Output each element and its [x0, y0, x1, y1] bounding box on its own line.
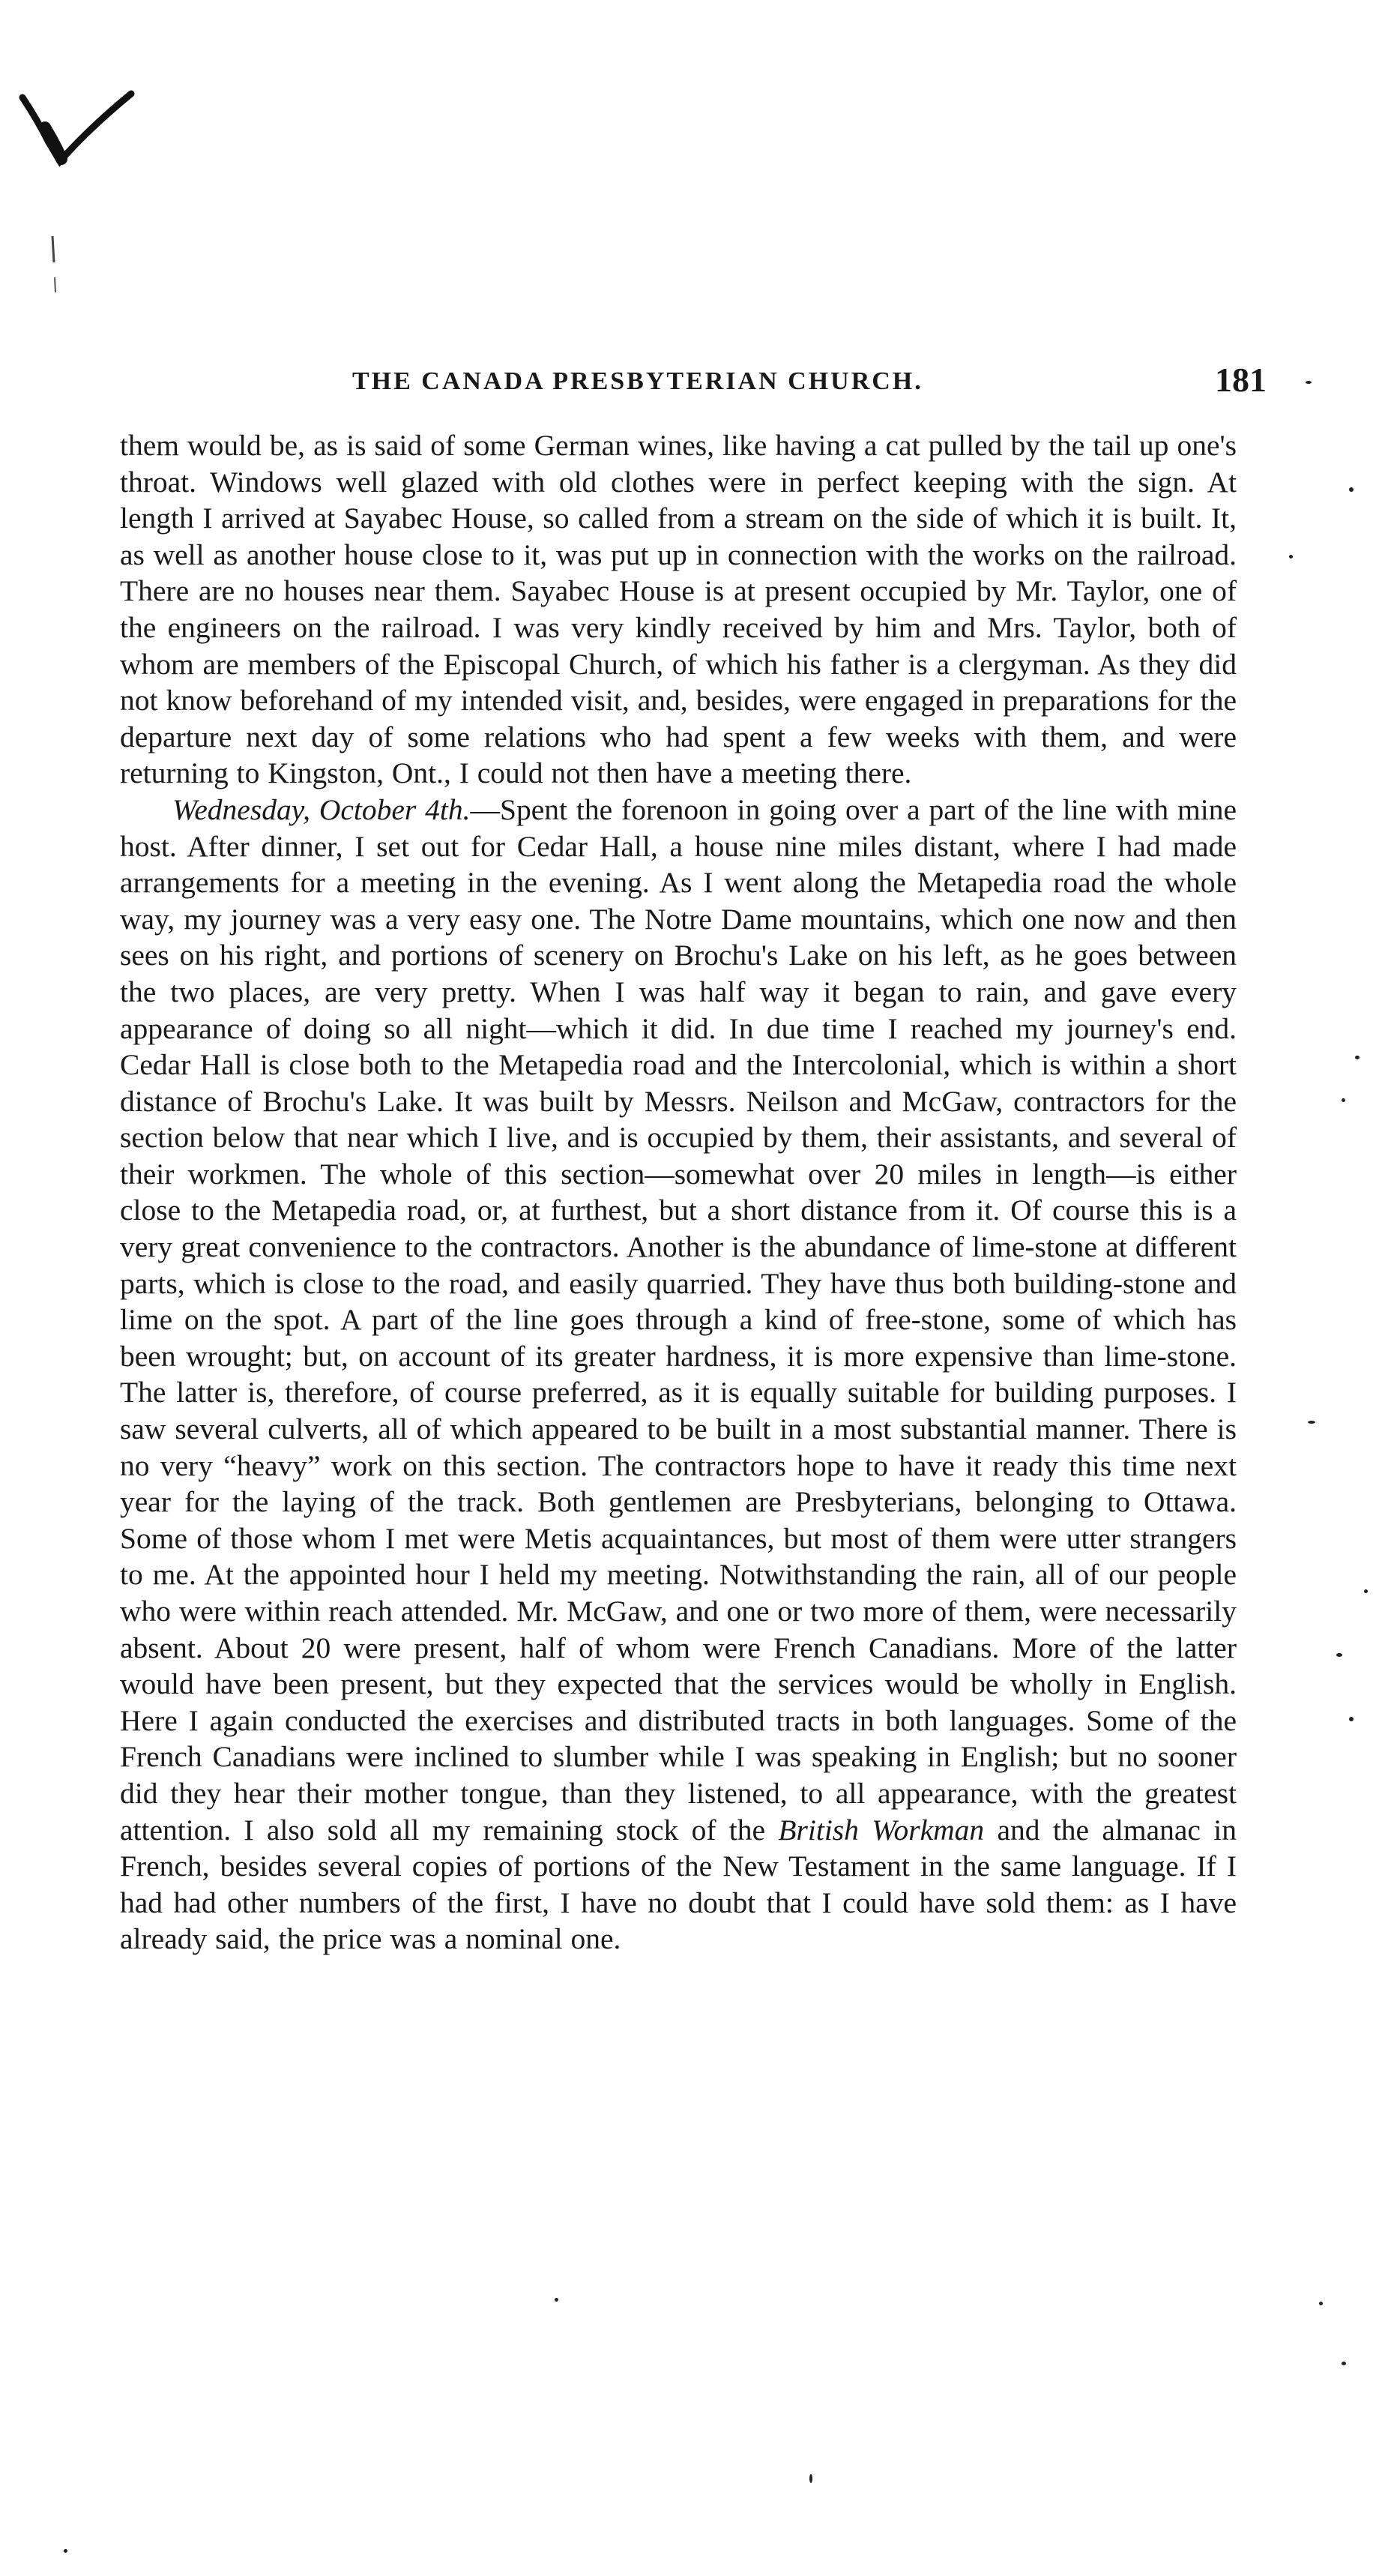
- scan-speck: [1349, 1717, 1354, 1721]
- pencil-check-mark-icon: [15, 75, 150, 195]
- scan-speck: [1355, 1056, 1360, 1059]
- page-number: 181: [1215, 361, 1267, 399]
- paragraph-text: and the almanac in French, besides several copies of portions of the New Testament in the same language. If I had had other numbers of the first, I have no doubt that I could have sold them: as I have already said, the price was a nominal one.: [120, 1813, 1237, 1956]
- scan-speck: [1336, 1653, 1342, 1657]
- stray-mark-icon: [46, 232, 61, 300]
- scan-speck: [1349, 487, 1354, 492]
- scan-speck: [555, 2298, 558, 2302]
- publication-title: British Workman: [778, 1813, 985, 1847]
- paragraph: [120, 792, 1237, 1957]
- body-text: [120, 427, 1237, 1957]
- scan-speck: [1364, 1589, 1368, 1593]
- running-head: [120, 360, 1312, 405]
- scan-speck: [1342, 2362, 1346, 2365]
- scan-speck: [1289, 555, 1293, 559]
- paragraph-text: —Spent the forenoon in going over a part of the line with mine host. After dinner, I set out for Cedar Hall, a house nine miles distant, where I had made arrangements for a meeting in the evening. As I went along the Metapedia road the whole way, my journey was a very easy one. The Notre Dame mountains, which one now and then sees on his right, and portions of scenery on Brochu's Lake on his left, as he goes between the two places, are very pretty. When I was half way it began to rain, and gave every appearance of doing so all night—which it did. In due time I reached my journey's end. Cedar Hall is close both to the Metapedia road and the Intercolonial, which is within a short distance of Brochu's Lake. It was built by Messrs. Neilson and McGaw, contractors for the section below that near which I live, and is occupied by them, their assistants, and several of their workmen. The whole of this section—somewhat over 20 miles in length—is either close to the Metapedia road, or, at furthest, but a short distance from it. Of course this is a very great convenience to the contractors. Another is the abundance of lime-stone at different parts, which is close to the road, and easily quarried. They have thus both building-stone and lime on the spot. A part of the line goes through a kind of free-stone, some of which has been wrought; but, on account of its greater hardness, it is more expensive than lime-stone. The latter is, therefore, of course preferred, as it is equally suitable for building purposes. I saw several culverts, all of which appeared to be built in a most substantial manner. There is no very “heavy” work on this section. The contractors hope to have it ready this time next year for the laying of the track. Both gentlemen are Presbyterians, belonging to Ottawa. Some of those whom I met were Metis acquaintances, but most of them were utter strangers to me. At the appointed hour I held my meeting. Notwithstanding the rain, all of our people who were within reach attended. Mr. McGaw, and one or two more of them, were necessarily absent. About 20 were present, half of whom were French Canadians. More of the latter would have been present, but they expected that the services would be wholly in English. Here I again conducted the exercises and distributed tracts in both languages. Some of the French Canadians were inclined to slumber while I was speaking in English; but no sooner did they hear their mother tongue, than they listened, to all appearance, with the greatest attention. I also sold all my remaining stock of the: [120, 792, 1237, 1847]
- scan-speck: [1342, 1098, 1345, 1102]
- scan-speck: [809, 2474, 812, 2483]
- paragraph: them would be, as is said of some German wines, like having a cat pulled by the tail up one's throat. Windows well glazed with old clothes were in perfect keeping with the sign. At length I arrived at Sayabec House, so called from a stream on the side of which it is built. It, as well as another house close to it, was put up in connection with the works on the railroad. There are no houses near them. Sayabec House is at present occupied by Mr. Taylor, one of the engineers on the railroad. I was very kindly received by him and Mrs. Taylor, both of whom are members of the Episcopal Church, of which his father is a clergyman. As they did not know beforehand of my intended visit, and, besides, were engaged in preparations for the departure next day of some relations who had spent a few weeks with them, and were returning to Kingston, Ont., I could not then have a meeting there.: [120, 429, 1237, 790]
- running-title: THE CANADA PRESBYTERIAN CHURCH.: [352, 367, 923, 395]
- scan-speck: [1308, 1421, 1315, 1424]
- scan-speck: [1319, 2302, 1323, 2305]
- scan-speck: [64, 2549, 67, 2553]
- dateline: Wednesday, October 4th.: [172, 792, 471, 826]
